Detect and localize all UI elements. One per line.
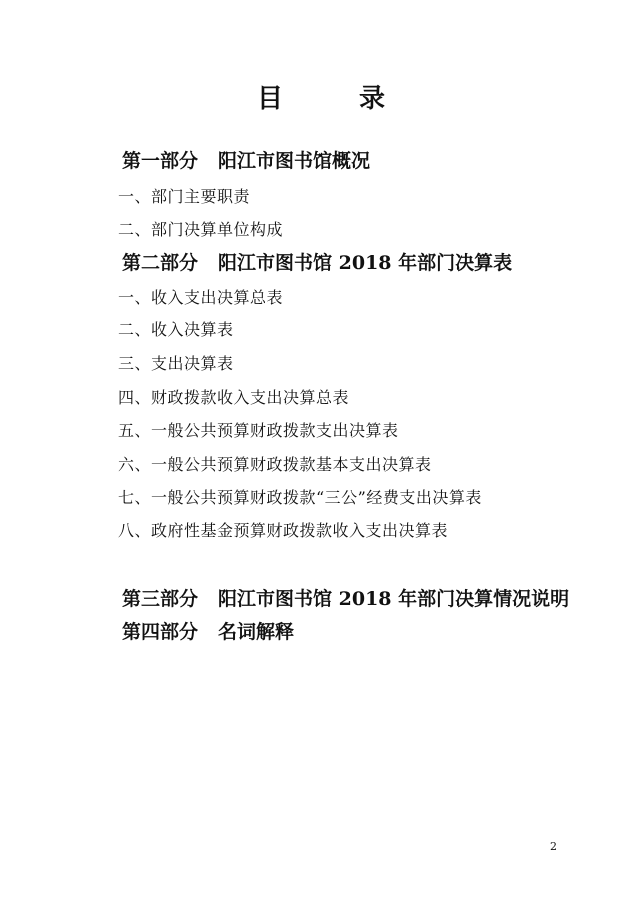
toc-item-2-7[interactable]: 七、一般公共预算财政拨款“三公”经费支出决算表 <box>118 488 482 507</box>
toc-title-char-1: 目 <box>256 84 285 114</box>
toc-item-2-4[interactable]: 四、财政拨款收入支出决算总表 <box>118 388 350 407</box>
toc-part2-title: 阳江市图书馆 2018 年部门决算表 <box>218 252 513 274</box>
toc-item-2-2[interactable]: 二、收入决算表 <box>118 320 234 339</box>
toc-item-2-8[interactable]: 八、政府性基金预算财政拨款收入支出决算表 <box>118 521 449 540</box>
page-number: 2 <box>550 840 557 853</box>
toc-part1-heading[interactable] <box>122 149 370 173</box>
toc-title-char-2: 录 <box>359 84 388 114</box>
toc-part2-heading[interactable] <box>122 251 512 275</box>
toc-part3-title: 阳江市图书馆 2018 年部门决算情况说明 <box>218 588 570 610</box>
toc-item-1-1[interactable]: 一、部门主要职责 <box>118 187 251 206</box>
toc-part3-label: 第三部分 <box>122 588 199 610</box>
toc-item-2-5[interactable]: 五、一般公共预算财政拨款支出决算表 <box>118 421 399 440</box>
toc-part2-label: 第二部分 <box>122 252 199 274</box>
toc-item-2-3[interactable]: 三、支出决算表 <box>118 354 234 373</box>
toc-title <box>0 78 644 115</box>
toc-part1-title: 阳江市图书馆概况 <box>218 150 371 172</box>
toc-part4-title: 名词解释 <box>218 621 295 643</box>
toc-part4-heading[interactable] <box>122 620 294 644</box>
toc-item-2-1[interactable]: 一、收入支出决算总表 <box>118 288 284 307</box>
toc-item-2-6[interactable]: 六、一般公共预算财政拨款基本支出决算表 <box>118 455 432 474</box>
toc-part4-label: 第四部分 <box>122 621 199 643</box>
toc-part1-label: 第一部分 <box>122 150 199 172</box>
toc-part3-heading[interactable] <box>122 587 569 611</box>
toc-item-1-2[interactable]: 二、部门决算单位构成 <box>118 220 284 239</box>
